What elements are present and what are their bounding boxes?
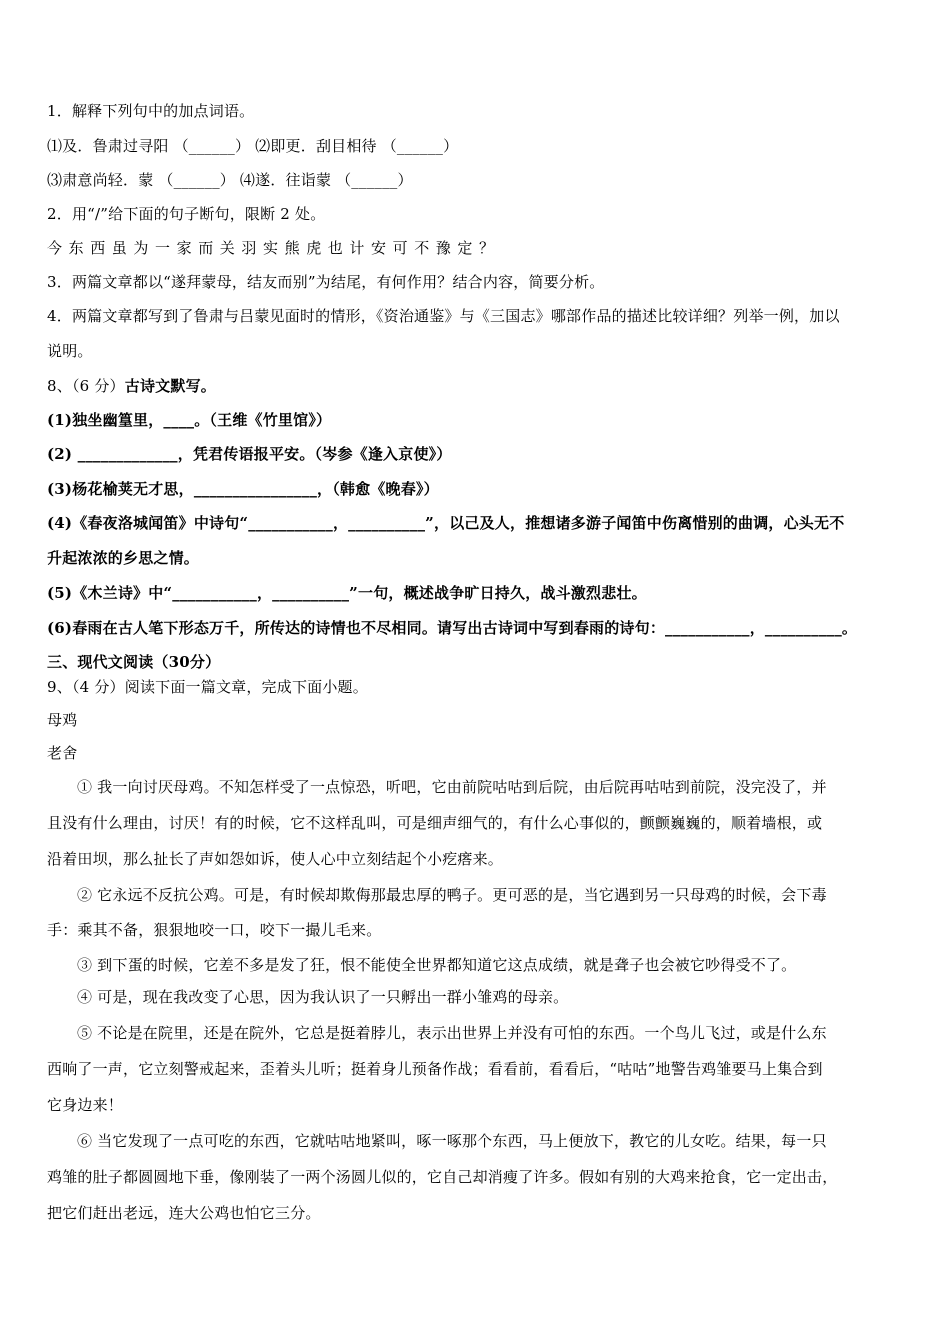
section-3-title: 三、现代文阅读（30分） xyxy=(47,653,221,671)
article-line: ④ 可是，现在我改变了心思，因为我认识了一只孵出一群小雏鸡的母亲。 xyxy=(77,988,569,1006)
question-9: 9、（4 分）阅读下面一篇文章，完成下面小题。 xyxy=(47,678,368,696)
article-line: ③ 到下蛋的时候，它差不多是发了狂，恨不能使全世界都知道它这点成绩，就是聋子也会被它吵得受不了。 xyxy=(77,956,797,974)
question-8-item-2: (2) _____________，凭君传语报平安。（岑参《逢入京使》） xyxy=(47,445,452,463)
question-2: 2．用“/”给下面的句子断句，限断 2 处。 xyxy=(47,205,326,223)
question-8-item-4-continued: 升起浓浓的乡思之情。 xyxy=(47,549,200,567)
question-8-item-1: (1)独坐幽篁里，____。（王维《竹里馆》） xyxy=(47,411,332,429)
question-1-items-b: ⑶肃意尚轻．蒙 （______） ⑷遂．往诣蒙 （______） xyxy=(47,171,413,189)
article-line: 西响了一声，它立刻警戒起来，歪着头儿听；挺着身儿预备作战；看看前，看看后，“咕咕”地警告鸡雏要马上集合到 xyxy=(47,1060,823,1078)
question-8-item-3: (3)杨花榆荚无才思，________________，（韩愈《晚春》） xyxy=(47,480,439,498)
article-line: 沿着田坝，那么扯长了声如怨如诉，使人心中立刻结起个小疙瘩来。 xyxy=(47,850,504,868)
article-line: 且没有什么理由，讨厌！有的时候，它不这样乱叫，可是细声细气的，有什么心事似的，颤颤巍巍的，顺着墙根，或 xyxy=(47,814,823,832)
question-8-item-6: (6)春雨在古人笔下形态万千，所传达的诗情也不尽相同。请写出古诗词中写到春雨的诗句：___________，__________。 xyxy=(47,619,858,637)
question-4: 4．两篇文章都写到了鲁肃与吕蒙见面时的情形，《资治通鉴》与《三国志》哪部作品的描述比较详细？列举一例，加以 xyxy=(47,307,840,325)
question-2-sentence: 今东西虽为一家而关羽实熊虎也计安可不豫定？ xyxy=(47,239,501,257)
question-3: 3．两篇文章都以“遂拜蒙母，结友而别”为结尾，有何作用？结合内容，简要分析。 xyxy=(47,273,605,291)
article-line: 把它们赶出老远，连大公鸡也怕它三分。 xyxy=(47,1204,321,1222)
question-1-items-a: ⑴及．鲁肃过寻阳 （______） ⑵即更．刮目相待 （______） xyxy=(47,137,459,155)
question-8-item-5: (5)《木兰诗》中“___________，__________”一句，概述战争旷日持久，战斗激烈悲壮。 xyxy=(47,584,647,602)
article-line: 手：乘其不备，狠狠地咬一口，咬下一撮儿毛来。 xyxy=(47,921,382,939)
article-author: 老舍 xyxy=(47,744,78,762)
article-line: ⑥ 当它发现了一点可吃的东西，它就咕咕地紧叫，啄一啄那个东西，马上便放下，教它的儿女吃。结果，每一只 xyxy=(77,1132,827,1150)
question-1: 1．解释下列句中的加点词语。 xyxy=(47,102,255,120)
article-title: 母鸡 xyxy=(47,711,78,729)
question-8-title: 古诗文默写。 xyxy=(124,377,216,395)
article-line: ② 它永远不反抗公鸡。可是，有时候却欺侮那最忠厚的鸭子。更可恶的是，当它遇到另一只母鸡的时候，会下毒 xyxy=(77,886,827,904)
question-8-header xyxy=(47,376,216,396)
question-4-continued: 说明。 xyxy=(47,342,93,360)
article-line: ⑤ 不论是在院里，还是在院外，它总是挺着脖儿，表示出世界上并没有可怕的东西。一个鸟儿飞过，或是什么东 xyxy=(77,1024,827,1042)
question-8-item-4: (4)《春夜洛城闻笛》中诗句“___________，__________”，以己及人，推想诸多游子闻笛中伤离惜别的曲调，心头无不 xyxy=(47,514,845,532)
question-8-prefix: 8、（6 分） xyxy=(47,377,125,395)
article-line: ① 我一向讨厌母鸡。不知怎样受了一点惊恐，听吧，它由前院咕咕到后院，由后院再咕咕到前院，没完没了，并 xyxy=(77,778,827,796)
article-line: 鸡雏的肚子都圆圆地下垂，像刚装了一两个汤圆儿似的，它自己却消瘦了许多。假如有别的大鸡来抢食，它一定出击， xyxy=(47,1168,838,1186)
article-line: 它身边来！ xyxy=(47,1096,124,1114)
